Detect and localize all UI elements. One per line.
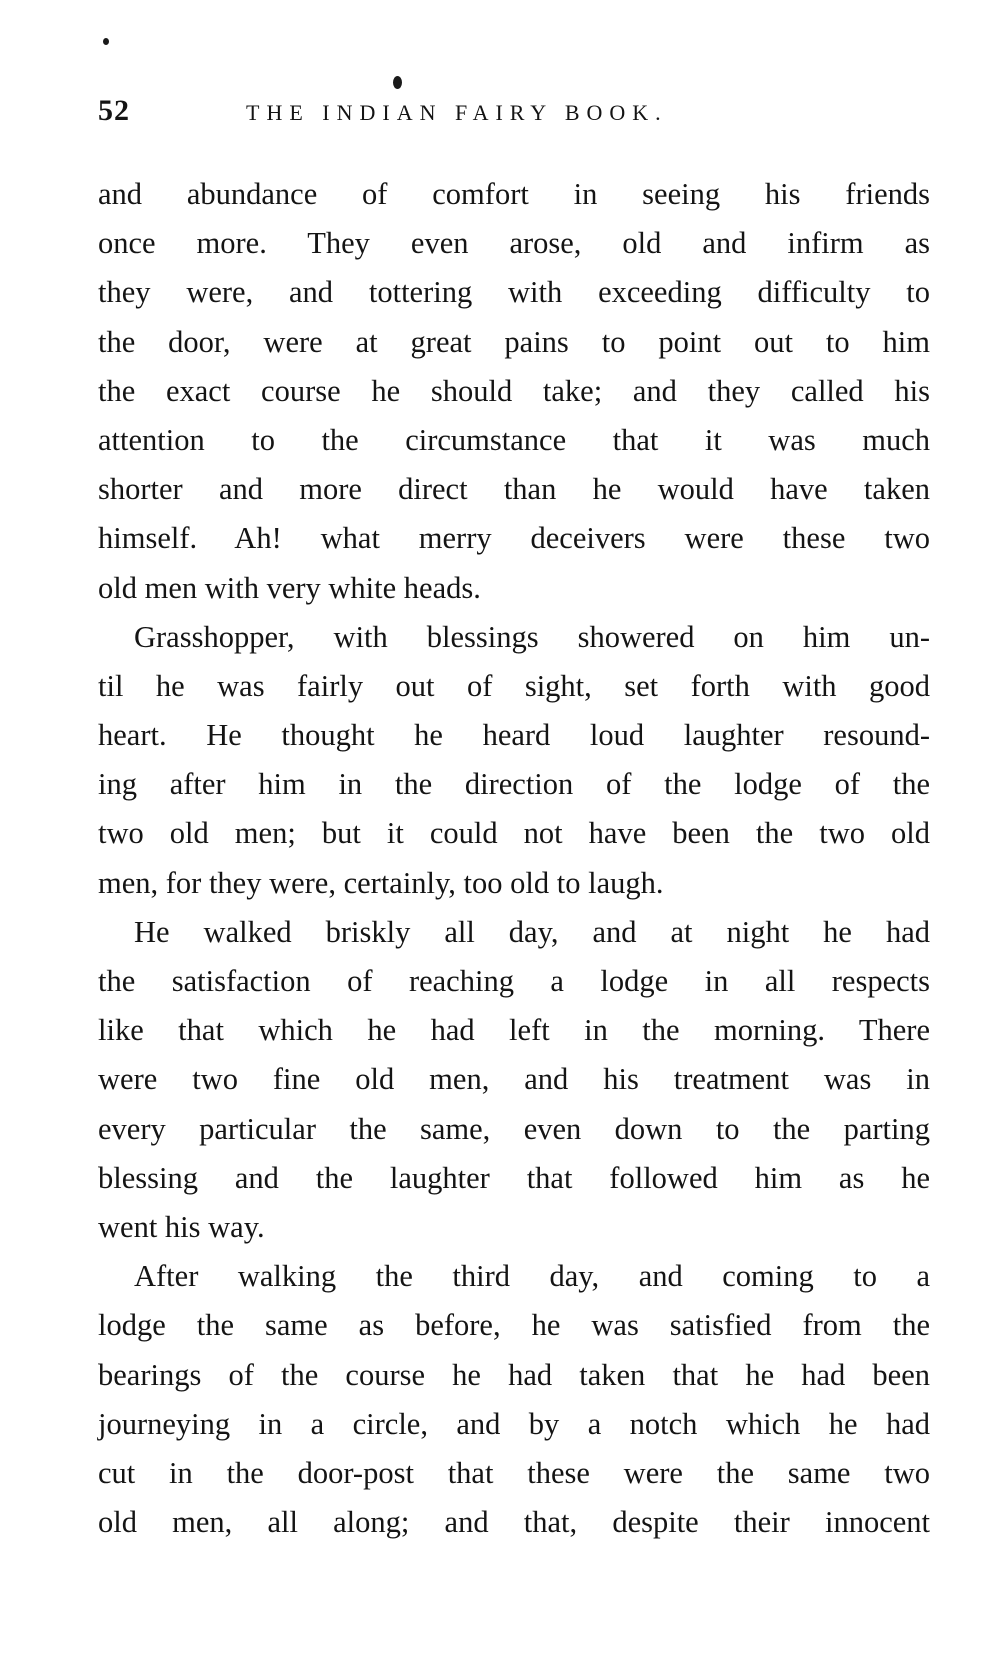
text-line: two old men; but it could not have been the two old bbox=[98, 816, 930, 851]
text-line: bearings of the course he had taken that he had been bbox=[98, 1357, 930, 1392]
text-line: journeying in a circle, and by a notch which he had bbox=[98, 1406, 930, 1441]
text-line: After walking the third day, and coming to a bbox=[134, 1259, 930, 1294]
text-line: the exact course he should take; and they called his bbox=[98, 373, 930, 408]
text-line: were two fine old men, and his treatment was in bbox=[98, 1062, 930, 1097]
text-line: and abundance of comfort in seeing his friends bbox=[98, 177, 930, 211]
ink-speck bbox=[103, 38, 109, 45]
text-line: shorter and more direct than he would have taken bbox=[98, 472, 930, 507]
text-line: himself. Ah! what merry deceivers were these two bbox=[98, 521, 930, 556]
text-line: every particular the same, even down to the parting bbox=[98, 1111, 930, 1146]
text-line: old men with very white heads. bbox=[98, 570, 481, 605]
page-header bbox=[98, 94, 928, 134]
text-line: cut in the door-post that these were the same two bbox=[98, 1455, 930, 1490]
paragraph-1 bbox=[98, 170, 930, 613]
body-text bbox=[98, 170, 930, 1547]
paragraph-4 bbox=[98, 1252, 930, 1547]
text-line: the door, were at great pains to point out to him bbox=[98, 324, 930, 359]
running-title: THE INDIAN FAIRY BOOK. bbox=[246, 100, 668, 125]
text-line: He walked briskly all day, and at night he had bbox=[134, 914, 930, 949]
paragraph-2 bbox=[98, 613, 930, 908]
text-line: attention to the circumstance that it was much bbox=[98, 422, 930, 457]
ink-speck bbox=[393, 76, 402, 89]
paragraph-3 bbox=[98, 908, 930, 1252]
text-line: men, for they were, certainly, too old to laugh. bbox=[98, 865, 664, 900]
text-line: went his way. bbox=[98, 1209, 265, 1244]
text-line: like that which he had left in the morning. There bbox=[98, 1013, 930, 1048]
text-line: lodge the same as before, he was satisfied from the bbox=[98, 1308, 930, 1343]
text-line: ing after him in the direction of the lodge of the bbox=[98, 767, 930, 802]
text-line: they were, and tottering with exceeding difficulty to bbox=[98, 275, 930, 310]
page-number: 52 bbox=[98, 94, 130, 127]
text-line: Grasshopper, with blessings showered on him un- bbox=[134, 619, 930, 654]
text-line: old men, all along; and that, despite their innocent bbox=[98, 1505, 930, 1540]
text-line: the satisfaction of reaching a lodge in all respects bbox=[98, 964, 930, 998]
text-line: til he was fairly out of sight, set forth with good bbox=[98, 668, 930, 703]
text-line: once more. They even arose, old and infirm as bbox=[98, 226, 930, 261]
text-line: blessing and the laughter that followed him as he bbox=[98, 1160, 930, 1195]
text-line: heart. He thought he heard loud laughter resound- bbox=[98, 718, 930, 753]
